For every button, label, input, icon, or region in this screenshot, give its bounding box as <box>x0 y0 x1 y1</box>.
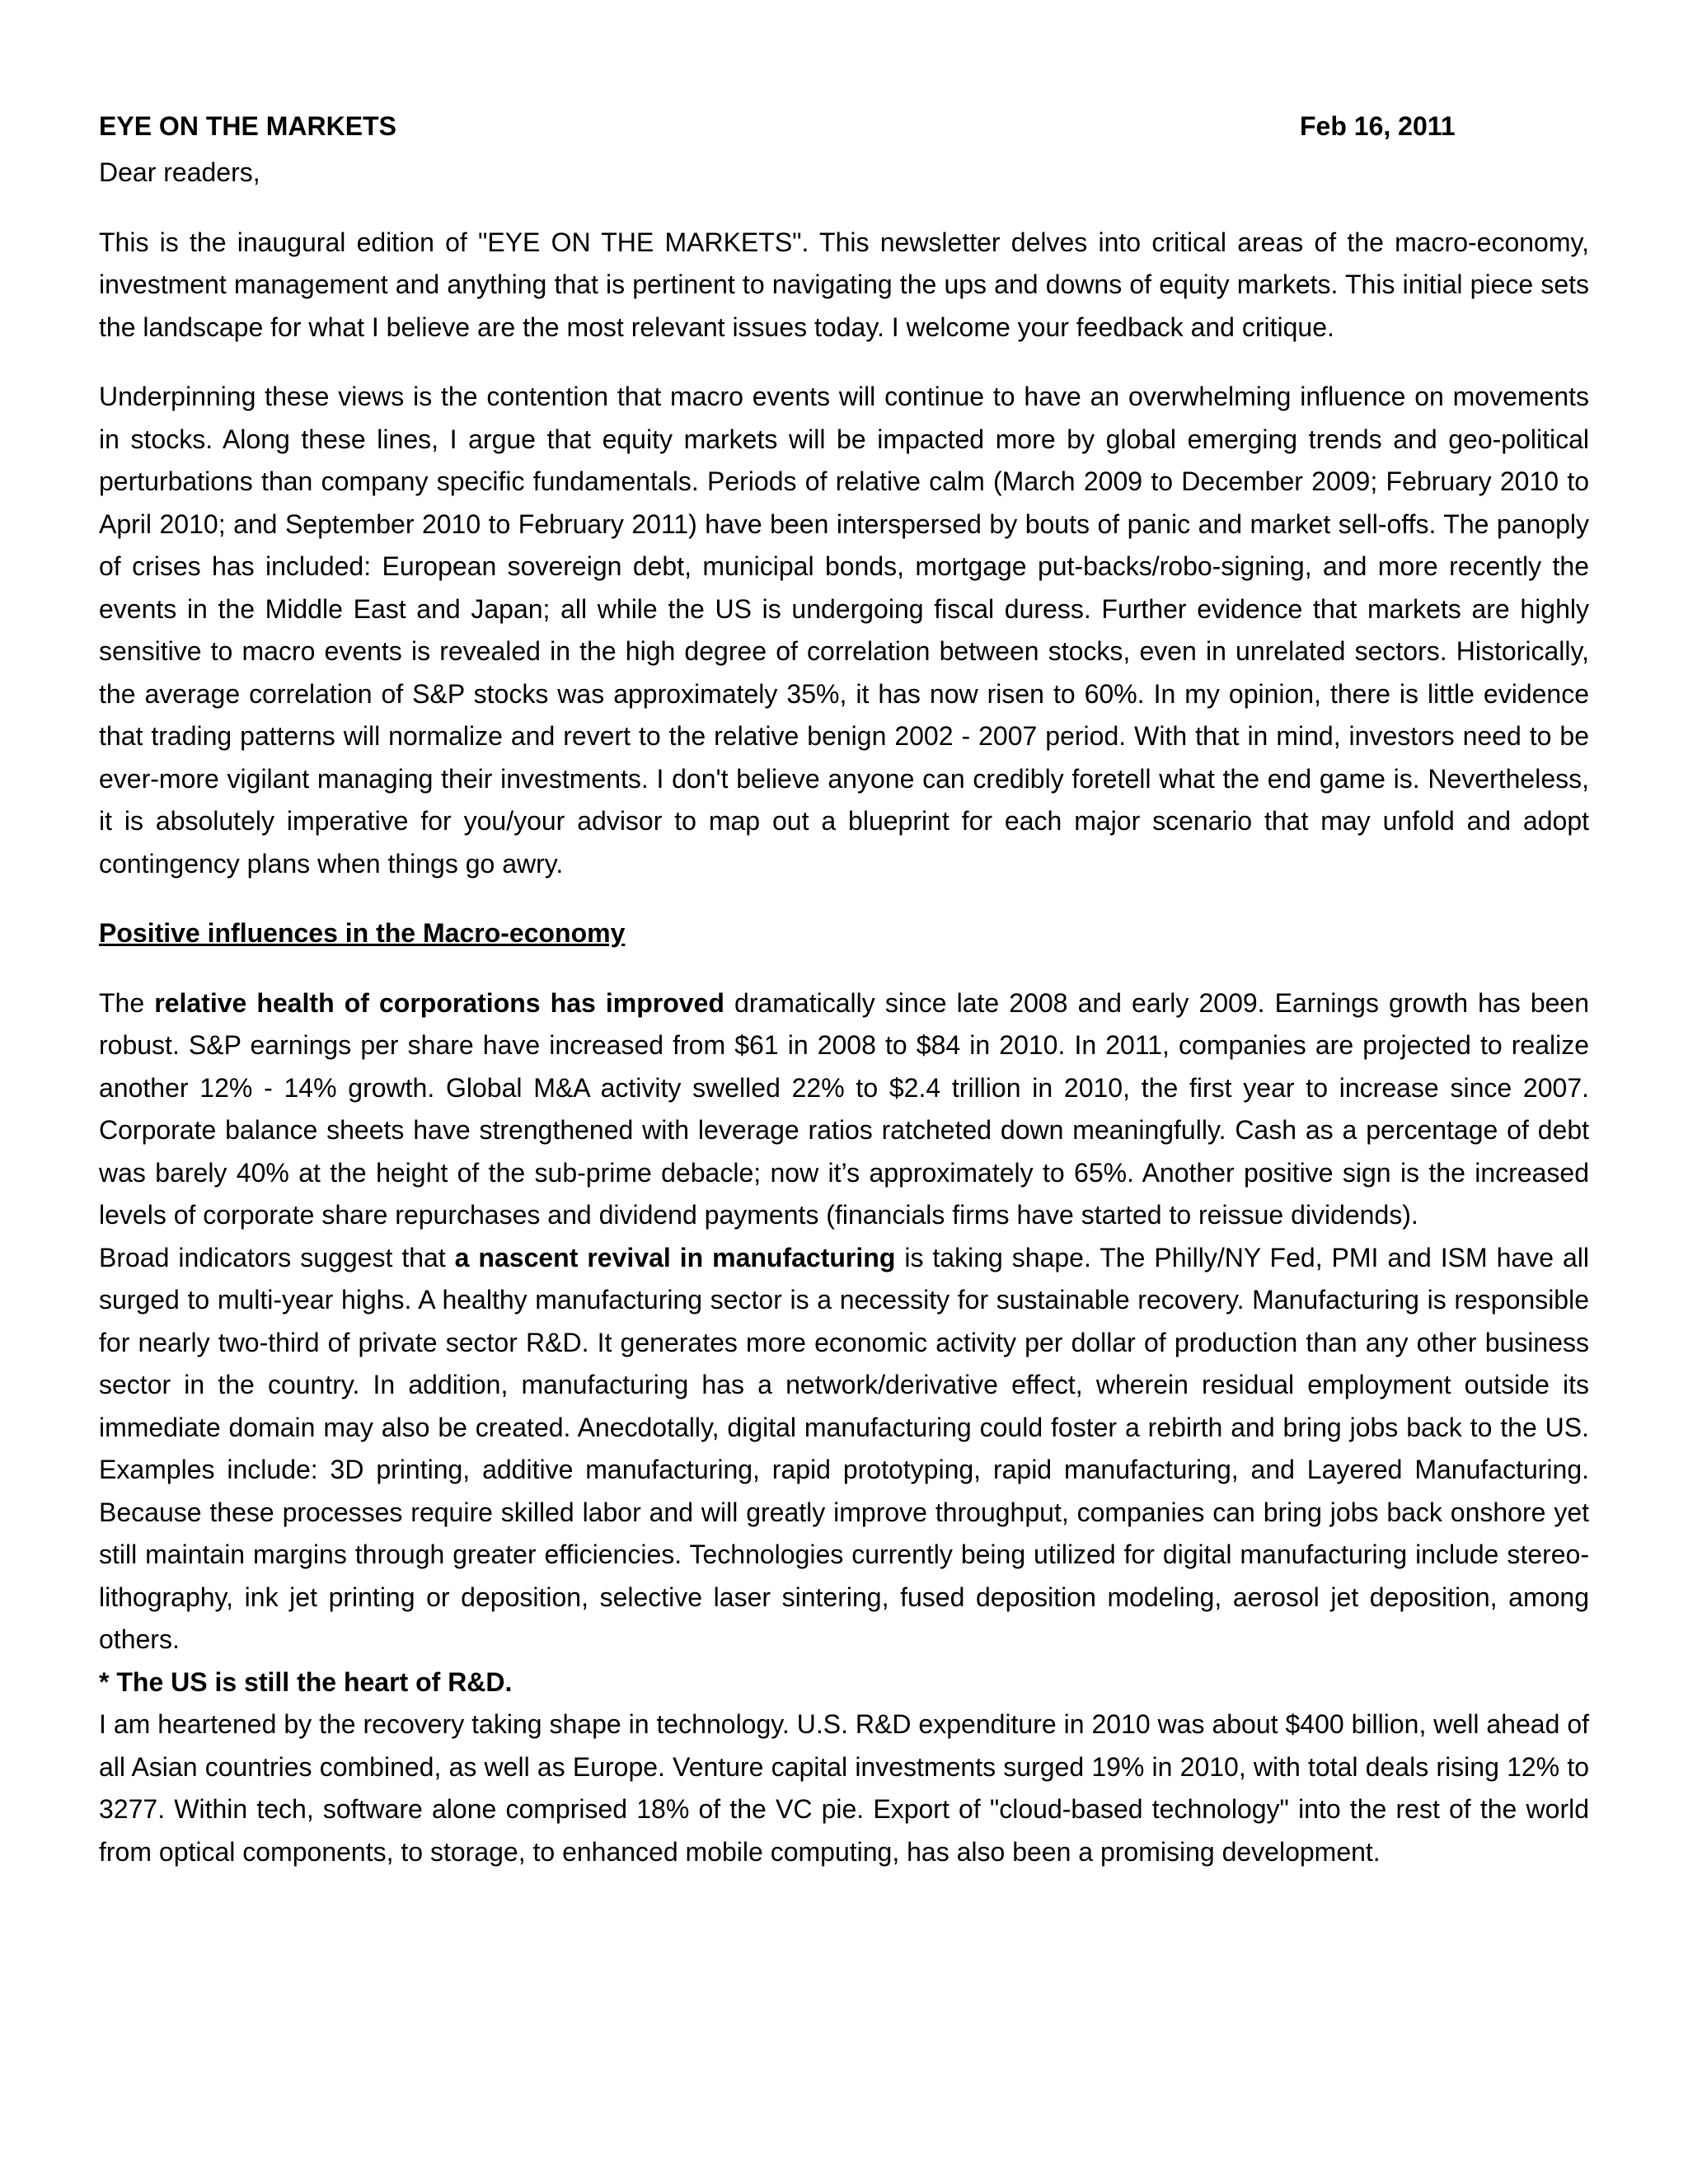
intro-paragraph: This is the inaugural edition of "EYE ON THE MARKETS". This newsletter delves into critical areas of the macro-economy, investment management and anything that is pertinent to navigating the ups and downs of equity markets. This initial piece sets the landscape for what I believe are the most relevant issues today. I welcome your feedback and critique. <box>99 227 1589 342</box>
newsletter-title: EYE ON THE MARKETS <box>99 111 396 141</box>
newsletter-header <box>99 105 1589 152</box>
rnd-paragraph: I am heartened by the recovery taking shape in technology. U.S. R&D expenditure in 2010 was about $400 billion, well ahead of all Asian countries combined, as well as Europe. Venture capital investments surged 19% in 2010, with total deals rising 12% to 3277. Within tech, software alone comprised 18% of the VC pie. Export of "cloud-based technology" into the rest of the world from optical components, to storage, to enhanced mobile computing, has also been a promising development. <box>99 1709 1589 1867</box>
manufacturing-emphasis: a nascent revival in manufacturing <box>454 1242 896 1272</box>
manufacturing-body: is taking shape. The Philly/NY Fed, PMI and ISM have all surged to multi-year highs. A healthy manufacturing sector is a necessity for sustainable recovery. Manufacturing is responsible for nearly two-third of private sector R&D. It generates more economic activity per dollar of production than any other business sector in the country. In addition, manufacturing has a network/derivative effect, wherein residual employment outside its immediate domain may also be created. Anecdotally, digital manufacturing could foster a rebirth and bring jobs back to the US. Examples include: 3D printing, additive manufacturing, rapid prototyping, rapid manufacturing, and Layered Manufacturing. Because these processes require skilled labor and will greatly improve throughput, companies can bring jobs back onshore yet still maintain margins through greater efficiencies. Technologies currently being utilized for digital manufacturing include stereo-lithography, ink jet printing or deposition, selective laser sintering, fused deposition modeling, aerosol jet deposition, among others. <box>99 1242 1590 1654</box>
section-heading-text: Positive influences in the Macro-economy <box>99 918 626 948</box>
section-heading <box>99 912 1589 955</box>
corporations-body: dramatically since late 2008 and early 2009. Earnings growth has been robust. S&P earnings per share have increased from $61 in 2008 to $84 in 2010. In 2011, companies are projected to realize another 12% - 14% growth. Global M&A activity swelled 22% to $2.4 trillion in 2010, the first year to increase since 2007. Corporate balance sheets have strengthened with leverage ratios ratcheted down meaningfully. Cash as a percentage of debt was barely 40% at the height of the sub-prime debacle; now it’s approximately to 65%. Another positive sign is the increased levels of corporate share repurchases and dividend payments (financials firms have started to reissue dividends). <box>99 987 1590 1230</box>
corporations-paragraph <box>99 982 1589 1237</box>
underpinning-paragraph: Underpinning these views is the contention that macro events will continue to have an overwhelming influence on movements in stocks. Along these lines, I argue that equity markets will be impacted more by global emerging trends and geo-political perturbations than company specific fundamentals. Periods of relative calm (March 2009 to December 2009; February 2010 to April 2010; and September 2010 to February 2011) have been interspersed by bouts of panic and market sell-offs. The panoply of crises has included: European sovereign debt, municipal bonds, mortgage put-backs/robo-signing, and more recently the events in the Middle East and Japan; all while the US is undergoing fiscal duress. Further evidence that markets are highly sensitive to macro events is revealed in the high degree of correlation between stocks, even in unrelated sectors. Historically, the average correlation of S&P stocks was approximately 35%, it has now risen to 60%. In my opinion, there is little evidence that trading patterns will normalize and revert to the relative benign 2002 - 2007 period. With that in mind, investors need to be ever-more vigilant managing their investments. I don't believe anyone can credibly foretell what the end game is. Nevertheless, it is absolutely imperative for you/your advisor to map out a blueprint for each major scenario that may unfold and adopt contingency plans when things go awry. <box>99 382 1589 879</box>
corporations-emphasis: relative health of corporations has improved <box>154 987 724 1018</box>
manufacturing-lead: Broad indicators suggest that <box>99 1242 455 1272</box>
rnd-heading: * The US is still the heart of R&D. <box>99 1666 513 1697</box>
corporations-lead: The <box>99 987 155 1018</box>
salutation: Dear readers, <box>99 157 260 187</box>
issue-date: Feb 16, 2011 <box>1300 111 1456 141</box>
newsletter-page <box>99 105 1589 1873</box>
manufacturing-paragraph <box>99 1237 1589 1661</box>
